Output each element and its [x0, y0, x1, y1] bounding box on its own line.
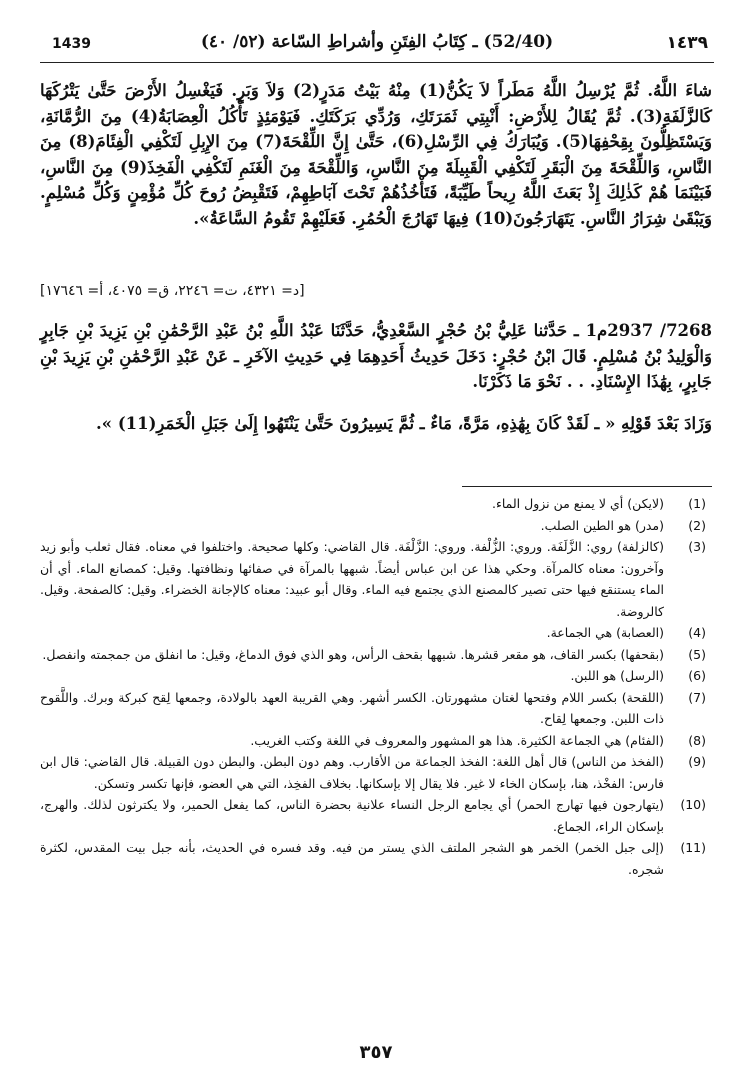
footnote-number: (1)	[688, 496, 706, 511]
footnote-divider	[462, 486, 712, 487]
footnote-text: (كالزلفة) روي: الزَّلَفَة. وروي: الزُّلْفة. وروي: الزَّلْفَة. قال القاضي: وكلها صحيحة. واختلفوا في معناه. فقال ثعلب وأبو زيد وآخرون: معناه كالمرآة. وحكي هذا عن ابن عباس أيضاً. شبهها بالمرآة في صفائها ونظافتها. وقيل: كمصانع الماء. أي أن الماء يستنقع فيها حتى تصير كالمصنع الذي يجتمع فيه الماء. وقال أبو عبيد: معناه كالإجانة الخضراء. وقيل: كالصفحة. وقيل. كالروضة.	[40, 539, 664, 619]
footnote-number: (2)	[688, 517, 706, 533]
footnote	[40, 493, 712, 515]
footnote-text: (إلى جبل الخمر) الخمر هو الشجر الملتف الذي يستر من فيه. وقد فسره في الحديث، بأنه جبل بيت المقدس، لكثرة شجره.	[40, 840, 664, 877]
footnote-number: (4)	[688, 625, 706, 640]
footnote-text: (الفئام) هي الجماعة الكثيرة. هذا هو المشهور والمعروف في اللغة وكتب الغريب.	[250, 732, 664, 748]
footnote	[40, 536, 712, 622]
footnote-text: (العصابة) هي الجماعة.	[546, 625, 664, 640]
page-number-latin: 1439	[52, 36, 91, 52]
footnote	[40, 730, 712, 752]
footnote	[40, 751, 712, 794]
hadith-addition: وَزَادَ بَعْدَ قَوْلِهِ « ـ لَقَدْ كَانَ بِهَٰذِهِ، مَرَّةً، مَاءٌ ـ ثُمَّ يَسِيرُونَ حَتَّىٰ يَنْتَهُوا إِلَىٰ جَبَلِ الْخَمَرِ(11) ».	[96, 413, 712, 433]
footnote-text: (يتهارجون فيها تهارج الحمر) أي يجامع الرجل النساء علانية بحضرة الناس، كما يفعل الحمير، ولا يكترثون لذلك. والهرج، بإسكان الراء، الجماع.	[40, 797, 664, 834]
footnote-number: (11)	[680, 840, 706, 855]
footnote-number: (5)	[688, 646, 706, 662]
footnote-text: (الرسل) هو اللبن.	[570, 668, 664, 683]
footnote	[40, 644, 712, 666]
footnote-number: (3)	[688, 539, 706, 554]
footnote-text: (مدر) هو الطين الصلب.	[540, 517, 664, 533]
main-text	[40, 78, 712, 231]
footnote-text: (اللقحة) بكسر اللام وفتحها لغتان مشهورتان. الكسر أشهر. وهي القريبة العهد بالولادة، وجمعها لِقح كبركة وبرك. واللَّقوح ذات اللبن. وجمعها لِقاح.	[40, 689, 664, 726]
hadith-block	[40, 318, 712, 436]
footnote-number: (9)	[688, 754, 706, 769]
footnote	[40, 622, 712, 644]
footnote	[40, 515, 712, 537]
page-number-arabic: ١٤٣٩	[666, 33, 708, 53]
footnotes	[40, 493, 712, 880]
footnote	[40, 687, 712, 730]
chapter-title: (52/40) ـ كِتَابُ الفِتَنِ وأشراطِ السّاعة (٥٢/ ٤٠)	[200, 32, 554, 52]
footnote	[40, 837, 712, 880]
hadith-continuation: شاءَ اللَّهُ. ثُمَّ يُرْسِلُ اللَّهُ مَطَراً لاَ يَكُنُّ(1) مِنْهُ بَيْتُ مَدَرٍ(2) وَلاَ وَبَرٍ. فَيَغْسِلُ الأَرْضَ حَتَّىٰ يَتْرُكَهَا كَالزَّلَفَةِ(3). ثُمَّ يُقَالُ لِلأَرْضِ: أَنْبِتِي ثَمَرَتَكِ، وَرُدِّي بَرَكَتَكِ. فَيَوْمَئِذٍ تَأْكُلُ الْعِصَابَةُ(4) مِنَ الرُّمَّانَةِ، وَيَسْتَظِلُّونَ بِقِحْفِهَا(5). وَيُبَارَكُ فِي الرِّسْلِ(6)، حَتَّىٰ إِنَّ اللِّقْحَةَ(7) مِنَ الإِبِلِ لَتَكْفِي الْفِئَامَ(8) مِنَ النَّاسِ، وَاللِّقْحَةَ مِنَ الْبَقَرِ لَتَكْفِي الْقَبِيلَةَ مِنَ النَّاسِ، وَاللِّقْحَةَ مِنَ الْغَنَمِ لَتَكْفِي الْفَخِذَ(9) مِنَ النَّاسِ، فَبَيْنَمَا هُمْ كَذٰلِكَ إِذْ بَعَثَ اللَّهُ رِيحاً طَيِّبَةً، فَتَأْخُذُهُمْ تَحْتَ آبَاطِهِمْ، فَتَقْبِضُ رُوحَ كُلِّ مُؤْمِنٍ وَكُلِّ مُسْلِمٍ. وَيَبْقَىٰ شِرَارُ النَّاسِ. يَتَهَارَجُونَ(10) فِيهَا تَهَارُجَ الْحُمُرِ. فَعَلَيْهِمْ تَقُومُ السَّاعَةُ».	[40, 81, 713, 228]
running-header	[40, 28, 714, 63]
footnote-number: (8)	[688, 732, 706, 748]
footnote-text: (لايكن) أي لا يمنع من نزول الماء.	[491, 496, 664, 511]
footnote-number: (7)	[688, 689, 706, 705]
hadith-isnad: 7268/ 2937م1 ـ حَدَّثنا عَلِيُّ بْنُ حُجْرٍ السَّعْدِيُّ، حَدَّثَنَا عَبْدُ اللَّهِ بْنُ عَبْدِ الرَّحْمَٰنِ بْنِ يَزِيدَ بْنِ جَابِرٍ وَالْوَلِيدُ بْنُ مُسْلِمٍ. قَالَ ابْنُ حُجْرٍ: دَخَلَ حَدِيثُ أَحَدِهِمَا فِي حَدِيثِ الآخَرِ ـ عَنْ عَبْدِ الرَّحْمَٰنِ بْنِ يَزِيدَ بْنِ جَابِرٍ، بِهَٰذَا الإِسْنَادِ. . . نَحْوَ مَا ذَكَرْنَا.	[40, 321, 712, 391]
footnote-number: (10)	[680, 797, 706, 812]
cross-reference: [د= ٤٣٢١، ت= ٢٢٤٦، ق= ٤٠٧٥، أ= ١٧٦٤٦]	[40, 283, 305, 299]
footnote-number: (6)	[688, 668, 706, 683]
footnote	[40, 794, 712, 837]
footnote-text: (بقحفها) بكسر القاف، هو مقعر قشرها. شبهها بقحف الرأس، وهو الذي فوق الدماغ، وقيل: ما انفلق من جمجمته وانفصل.	[42, 646, 664, 662]
footnote	[40, 665, 712, 687]
page-footer-number: ٣٥٧	[359, 1042, 393, 1063]
footnote-text: (الفخذ من الناس) قال أهل اللغة: الفخذ الجماعة من الأقارب. وهم دون البطن. والبطن دون القبيلة. قال القاضي: قال ابن فارس: الفخْذ، هنا، بإسكان الخاء لا غير. فلا يقال إلا بإسكانها. بخلاف الفخِذ، التي هي العضو، فإنها تكسر وتسكن.	[40, 754, 664, 791]
